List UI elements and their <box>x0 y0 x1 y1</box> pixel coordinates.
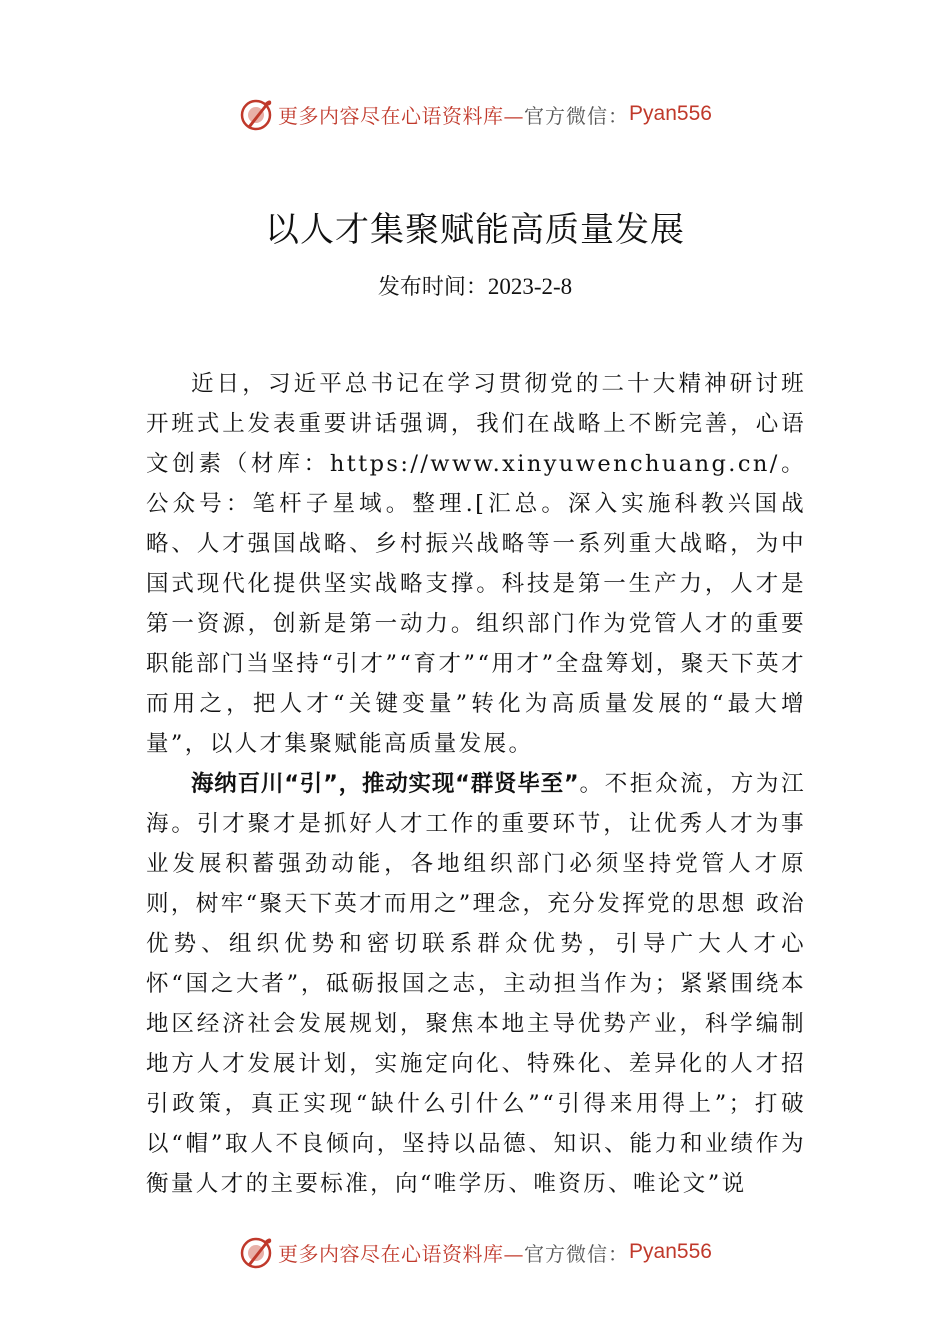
article-body <box>146 364 806 1204</box>
publish-date <box>0 270 950 301</box>
banner-wechat-id: Pyan556 <box>629 1240 712 1263</box>
banner-wechat-label: 官方微信： <box>524 103 630 128</box>
paragraph-2 <box>146 764 806 1204</box>
quill-seal-icon <box>238 1234 274 1270</box>
paragraph-2-lead: 海纳百川“引”，推动实现“群贤毕至” <box>191 771 580 797</box>
banner-text: 更多内容尽在心语资料库— <box>278 103 525 128</box>
banner-wechat-label: 官方微信： <box>524 1241 630 1266</box>
quill-seal-icon <box>238 96 274 132</box>
header-banner <box>0 94 950 134</box>
paragraph-2-body: 。不拒众流，方为江海。引才聚才是抓好人才工作的重要环节，让优秀人才为事业发展积蓄强劲动能，各地组织部门必须坚持党管人才原则，树牢“聚天下英才而用之”理念，充分发挥党的思想 政治优势、组织优势和密切联系群众优势，引导广大人才心怀“国之大者”，砥砺报国之志，主动担当作为；紧紧围绕本地区经济社会发展规划，聚焦本地主导优势产业，科学编制地方人才发展计划，实施定向化、特殊化、差异化的人才招引政策，真正实现“缺什么引什么”“引得来用得上”；打破以“帽”取人不良倾向，坚持以品德、知识、能力和业绩作为衡量人才的主要标准，向“唯学历、唯资历、唯论文”说 <box>146 771 806 1197</box>
date-label: 发布时间： <box>377 275 488 300</box>
footer-banner <box>0 1232 950 1272</box>
banner-text: 更多内容尽在心语资料库— <box>278 1241 525 1266</box>
paragraph-1: 近日，习近平总书记在学习贯彻党的二十大精神研讨班开班式上发表重要讲话强调，我们在战略上不断完善，心语文创素（材库：https://www.xinyuwenchuang.cn/。公众号：笔杆子星域。整理.[汇总。深入实施科教兴国战略、人才强国战略、乡村振兴战略等一系列重大战略，为中国式现代化提供坚实战略支撑。科技是第一生产力，人才是第一资源，创新是第一动力。组织部门作为党管人才的重要职能部门当坚持“引才”“育才”“用才”全盘筹划，聚天下英才而用之，把人才“关键变量”转化为高质量发展的“最大增量”，以人才集聚赋能高质量发展。 <box>146 371 806 757</box>
banner-wechat-id: Pyan556 <box>629 102 712 125</box>
article-title: 以人才集聚赋能高质量发展 <box>265 210 685 250</box>
date-value: 2023-2-8 <box>487 274 573 299</box>
